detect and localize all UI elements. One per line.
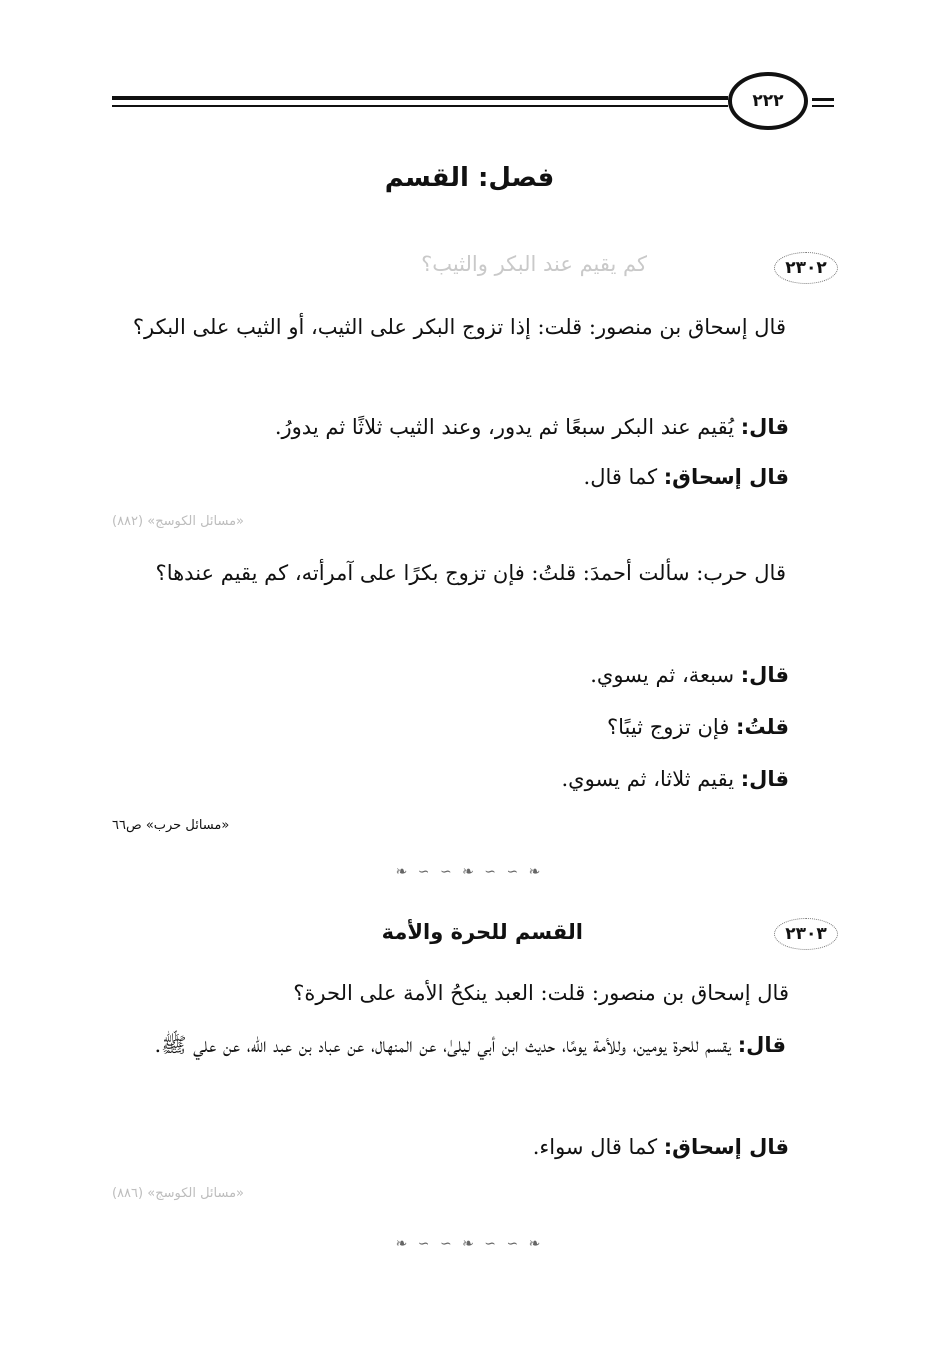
paragraph-text: قال إسحاق بن منصور: قلت: إذا تزوج البكر على الثيب، أو الثيب على البكر؟ [132,315,786,339]
paragraph [607,702,789,752]
paragraph [533,1122,789,1172]
page-number: ٢٢٢ [728,72,808,130]
header-rule-thin [112,105,728,107]
paragraph-label: قال: [740,767,789,791]
entry-number: ٢٣٠٣ [768,916,844,952]
entry-heading: كم يقيم عند البكر والثيب؟ [421,252,647,276]
paragraph-text: كما قال سواء. [532,1135,664,1159]
paragraph-text: يقيم ثلاثا، ثم يسوي. [561,767,741,791]
paragraph [584,452,789,502]
paragraph-text: فإن تزوج ثيبًا؟ [606,715,737,739]
section-ornament: ❧ ∽ ∽ ❧ ∽ ∽ ❧ [395,864,544,880]
paragraph-label: قال: [737,1033,786,1057]
paragraph [112,302,836,352]
paragraph-label: قال: [740,415,789,439]
paragraph-label: قال: [740,663,789,687]
paragraph-text: سبعة، ثم يسوي. [590,663,741,687]
chapter-title: فصل: القسم [384,163,555,193]
paragraph [561,754,789,804]
paragraph-label: قال إسحاق: [663,1135,789,1159]
source-citation: «مسائل حرب» ص٦٦ [112,818,230,833]
paragraph [112,548,836,598]
header-rule-stub-thin [812,105,834,107]
paragraph-text: يقسم للحرة يومين، وللأمة يومًا، حديث ابن أبي ليلىٰ، عن المنهال، عن عباد بن عبد الله، عن علي ﷺ. [154,1033,738,1057]
header-rule [112,96,728,100]
source-citation: «مسائل الكوسج» (٨٨٦) [112,1186,245,1201]
paragraph [293,968,789,1018]
paragraph [275,402,789,452]
paragraph [112,1020,836,1070]
paragraph-text: قال إسحاق بن منصور: قلت: العبد ينكحُ الأمة على الحرة؟ [293,981,789,1005]
entry-number: ٢٣٠٢ [768,250,844,286]
paragraph-text: يُقيم عند البكر سبعًا ثم يدور، وعند الثيب ثلاثًا ثم يدورُ. [274,415,741,439]
source-citation: «مسائل الكوسج» (٨٨٢) [112,514,245,529]
paragraph-label: قال إسحاق: [663,465,789,489]
paragraph-label: قلتُ: [736,715,789,739]
paragraph [590,650,789,700]
section-ornament: ❧ ∽ ∽ ❧ ∽ ∽ ❧ [395,1236,544,1252]
paragraph-text: كما قال. [583,465,664,489]
paragraph-text: قال حرب: سألت أحمدَ: قلتُ: فإن تزوج بكرًا على آمرأته، كم يقيم عندها؟ [155,561,786,585]
entry-heading: القسم للحرة والأمة [381,920,583,944]
header-rule-stub [812,98,834,101]
